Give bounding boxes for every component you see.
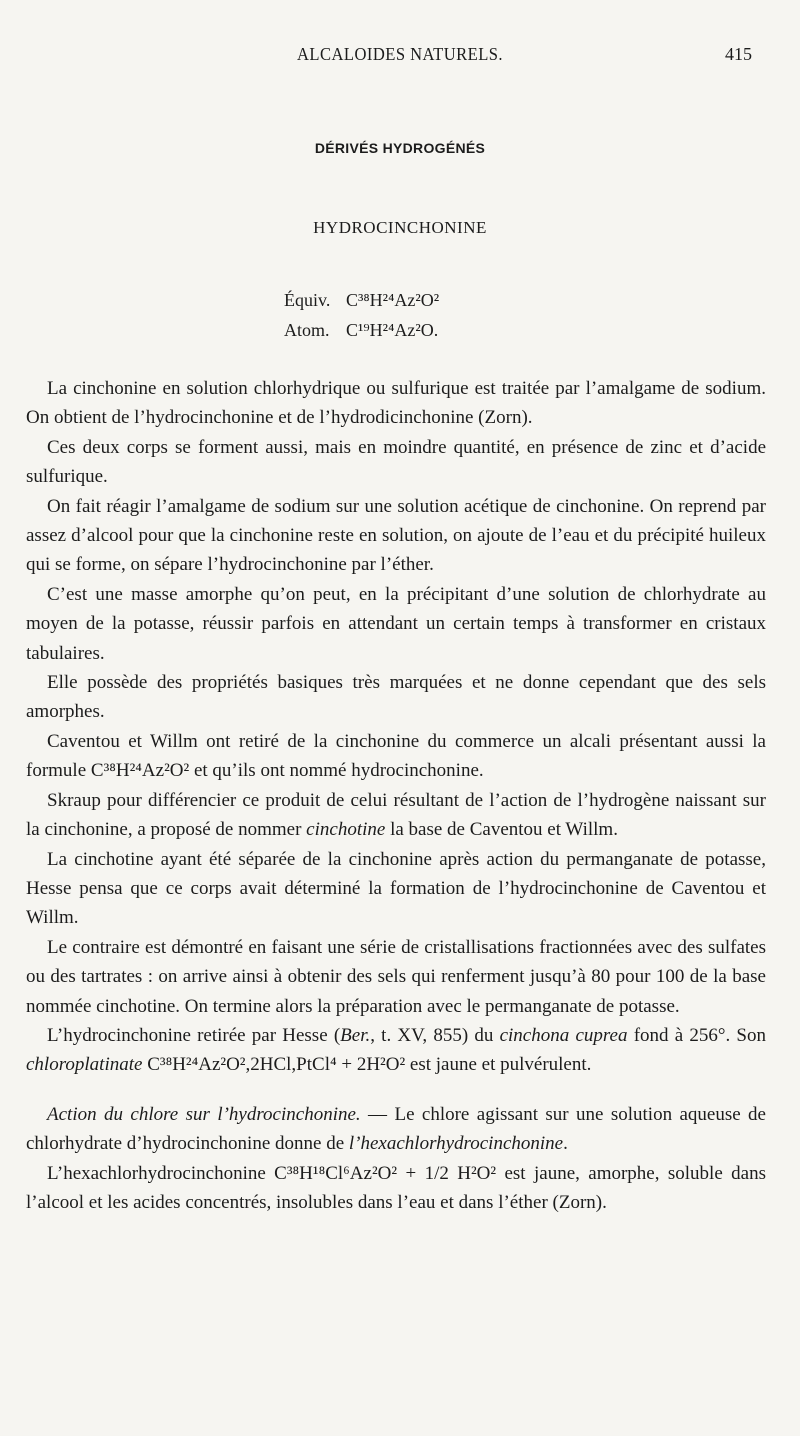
paragraph: Ces deux corps se forment aussi, mais en moindre quantité, en présence de zinc et d’acide sulfurique.	[26, 436, 766, 488]
text-run: Skraup pour différencier ce produit de celui résultant de l’action de l’hydrogène naissant sur la cinchonine, a proposé de nommer	[26, 789, 766, 841]
text-run: C³⁸H²⁴Az²O²,2HCl,PtCl⁴ + 2H²O² est jaune et pulvérulent.	[142, 1054, 592, 1076]
equiv-label: Équiv.	[284, 290, 331, 310]
paragraph	[26, 1021, 766, 1080]
text-run: — Le chlore agissant sur une solution aqueuse de chlorhydrate d’hydrocinchonine donne de	[26, 1103, 766, 1155]
paragraph: C’est une masse amorphe qu’on peut, en la précipitant d’une solution de chlorhydrate au moyen de la potasse, réussir parfois en attendant un certain temps à transformer en cristaux tabulaires.	[26, 583, 766, 664]
text-run: fond à 256°. Son	[627, 1024, 766, 1046]
italic-term: cinchotine	[306, 819, 386, 841]
equiv-formula-line	[284, 285, 439, 315]
italic-term: l’hexachlorhydrocinchonine	[348, 1133, 564, 1155]
text-run: L’hydrocinchonine retirée par Hesse (	[47, 1024, 341, 1046]
paragraph: La cinchonine en solution chlorhydrique ou sulfurique est traitée par l’amalgame de sodium. On obtient de l’hydrocinchonine et de l’hydrodicinchonine (Zorn).	[26, 378, 766, 429]
running-title: ALCALOIDES NATURELS.	[296, 44, 504, 64]
italic-term: chloroplatinate	[26, 1054, 143, 1076]
compound-title: HYDROCINCHONINE	[313, 218, 487, 237]
text-run: , t. XV, 855) du	[370, 1024, 500, 1046]
formula-block	[284, 285, 439, 345]
italic-term: cinchona cuprea	[499, 1024, 628, 1046]
text-run: la base de Caventou et Willm.	[385, 819, 618, 841]
paragraph: L’hexachlorhydrocinchonine C³⁸H¹⁸Cl⁶Az²O² + 1/2 H²O² est jaune, amorphe, soluble dans l’alcool et les acides concentrés, insolubles dans l’eau et dans l’éther (Zorn).	[26, 1162, 766, 1213]
atom-formula: C¹⁹H²⁴Az²O.	[346, 320, 439, 340]
section-title: DÉRIVÉS HYDROGÉNÉS	[314, 140, 486, 156]
body-text	[26, 374, 766, 1217]
page-number: 415	[725, 44, 752, 64]
atom-formula-line	[284, 315, 439, 345]
running-head	[0, 44, 800, 70]
equiv-formula: C³⁸H²⁴Az²O²	[346, 290, 440, 310]
paragraph	[26, 786, 766, 845]
italic-heading: Action du chlore sur l’hydrocinchonine.	[47, 1103, 361, 1125]
paragraph: Caventou et Willm ont retiré de la cinchonine du commerce un alcali présentant aussi la formule C³⁸H²⁴Az²O² et qu’ils ont nommé hydrocinchonine.	[26, 730, 766, 782]
atom-label: Atom.	[284, 320, 330, 340]
paragraph: Le contraire est démontré en faisant une série de cristallisations fractionnées avec des sulfates ou des tartrates : on arrive ainsi à obtenir des sels qui renferment jusqu’à 80 pour 100 de la base nommée cinchotine. On termine alors la préparation avec le permanganate de potasse.	[26, 936, 766, 1017]
paragraph: On fait réagir l’amalgame de sodium sur une solution acétique de cinchonine. On reprend par assez d’alcool pour que la cinchonine reste en solution, on ajoute de l’eau et du précipité huileux qui se forme, on sépare l’hydrocinchonine par l’éther.	[26, 495, 766, 576]
paragraph: Elle possède des propriétés basiques très marquées et ne donne cependant que des sels amorphes.	[26, 672, 766, 723]
text-run: .	[563, 1133, 568, 1155]
paragraph	[26, 1100, 766, 1159]
italic-citation: Ber.	[340, 1024, 371, 1046]
paragraph: La cinchotine ayant été séparée de la cinchonine après action du permanganate de potasse, Hesse pensa que ce corps avait déterminé la formation de l’hydrocinchonine de Caventou et Willm.	[26, 848, 766, 929]
